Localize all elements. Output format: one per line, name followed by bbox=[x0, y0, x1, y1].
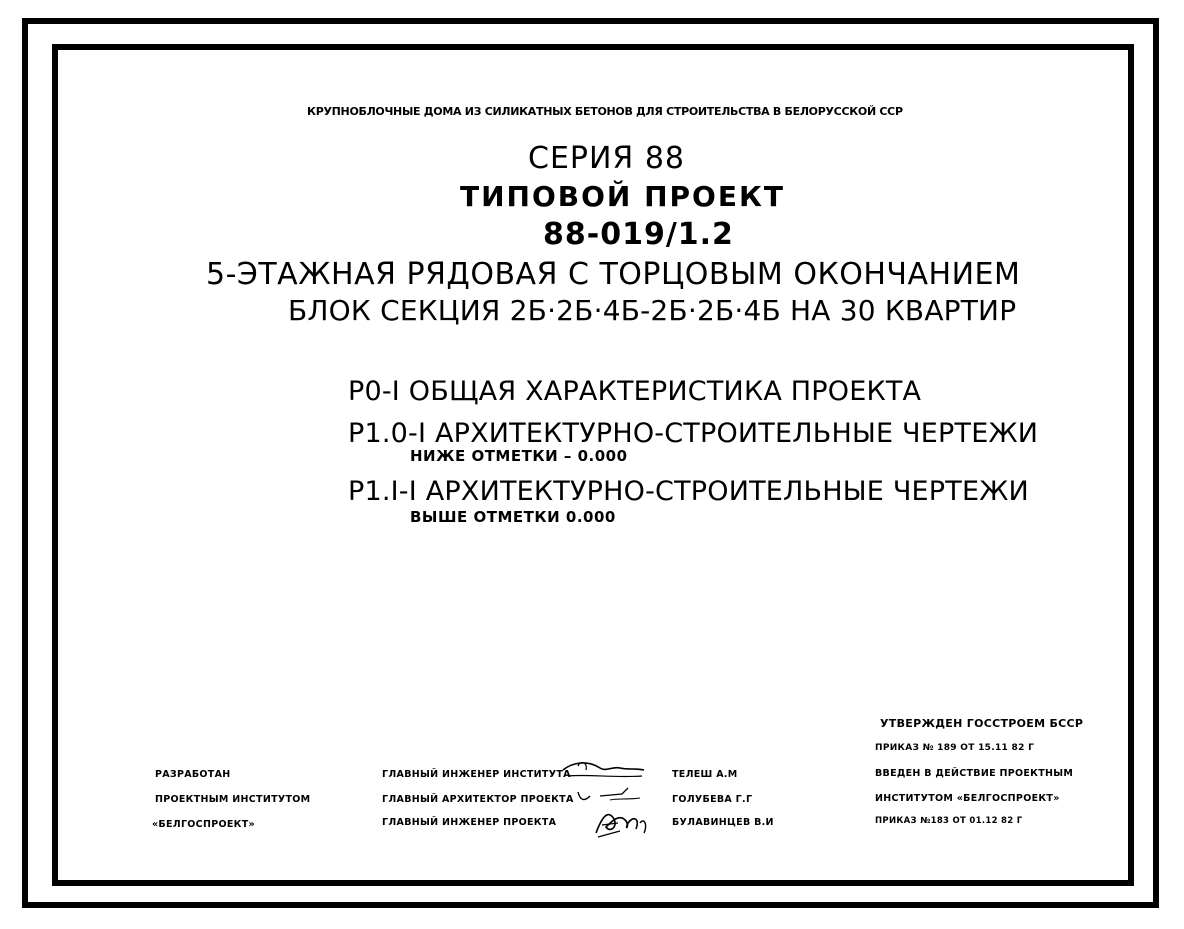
staff-position-0: ГЛАВНЫЙ ИНЖЕНЕР ИНСТИТУТА bbox=[382, 769, 571, 780]
staff-name-0: ТЕЛЕШ А.М bbox=[672, 769, 738, 780]
section-1 bbox=[348, 420, 1038, 447]
project-type: ТИПОВОЙ ПРОЕКТ bbox=[460, 180, 785, 213]
section-2-subtitle: ВЫШЕ ОТМЕТКИ 0.000 bbox=[410, 508, 616, 526]
description-line2: БЛОК СЕКЦИЯ 2Б·2Б·4Б-2Б·2Б·4Б НА 30 КВАРТИР bbox=[288, 294, 1017, 327]
staff-name-1: ГОЛУБЕВА Г.Г bbox=[672, 794, 753, 805]
project-number: 88-019/1.2 bbox=[543, 217, 734, 252]
developer-line3: «БЕЛГОСПРОЕКТ» bbox=[152, 819, 255, 830]
series-title: СЕРИЯ 88 bbox=[528, 141, 685, 176]
approval-line1: УТВЕРЖДЕН ГОССТРОЕМ БССР bbox=[880, 717, 1084, 730]
signature-image-2 bbox=[590, 803, 660, 841]
developer-line1: РАЗРАБОТАН bbox=[155, 769, 231, 780]
section-title: АРХИТЕКТУРНО-СТРОИТЕЛЬНЫЕ ЧЕРТЕЖИ bbox=[425, 476, 1029, 507]
approval-line3: ВВЕДЕН В ДЕЙСТВИЕ ПРОЕКТНЫМ bbox=[875, 768, 1074, 779]
developer-line2: ПРОЕКТНЫМ ИНСТИТУТОМ bbox=[155, 794, 311, 805]
approval-line2: ПРИКАЗ № 189 ОТ 15.11 82 Г bbox=[875, 743, 1035, 753]
signature-image-0 bbox=[558, 756, 648, 784]
section-0 bbox=[348, 378, 921, 405]
section-1-subtitle: НИЖЕ ОТМЕТКИ – 0.000 bbox=[410, 447, 628, 465]
section-code: Р1.0-I bbox=[348, 418, 427, 449]
document-header: КРУПНОБЛОЧНЫЕ ДОМА ИЗ СИЛИКАТНЫХ БЕТОНОВ ДЛЯ СТРОИТЕЛЬСТВА В БЕЛОРУССКОЙ ССР bbox=[307, 105, 903, 118]
section-code: Р1.I-I bbox=[348, 476, 417, 507]
section-title: ОБЩАЯ ХАРАКТЕРИСТИКА ПРОЕКТА bbox=[408, 376, 922, 407]
approval-line5: ПРИКАЗ №183 ОТ 01.12 82 Г bbox=[875, 816, 1023, 826]
staff-position-2: ГЛАВНЫЙ ИНЖЕНЕР ПРОЕКТА bbox=[382, 817, 557, 828]
staff-name-2: БУЛАВИНЦЕВ В.И bbox=[672, 817, 774, 828]
description-line1: 5-ЭТАЖНАЯ РЯДОВАЯ С ТОРЦОВЫМ ОКОНЧАНИЕМ bbox=[206, 257, 1021, 292]
staff-position-1: ГЛАВНЫЙ АРХИТЕКТОР ПРОЕКТА bbox=[382, 794, 574, 805]
section-2 bbox=[348, 478, 1029, 505]
section-code: Р0-I bbox=[348, 376, 400, 407]
approval-line4: ИНСТИТУТОМ «БЕЛГОСПРОЕКТ» bbox=[875, 793, 1060, 804]
section-title: АРХИТЕКТУРНО-СТРОИТЕЛЬНЫЕ ЧЕРТЕЖИ bbox=[434, 418, 1039, 449]
